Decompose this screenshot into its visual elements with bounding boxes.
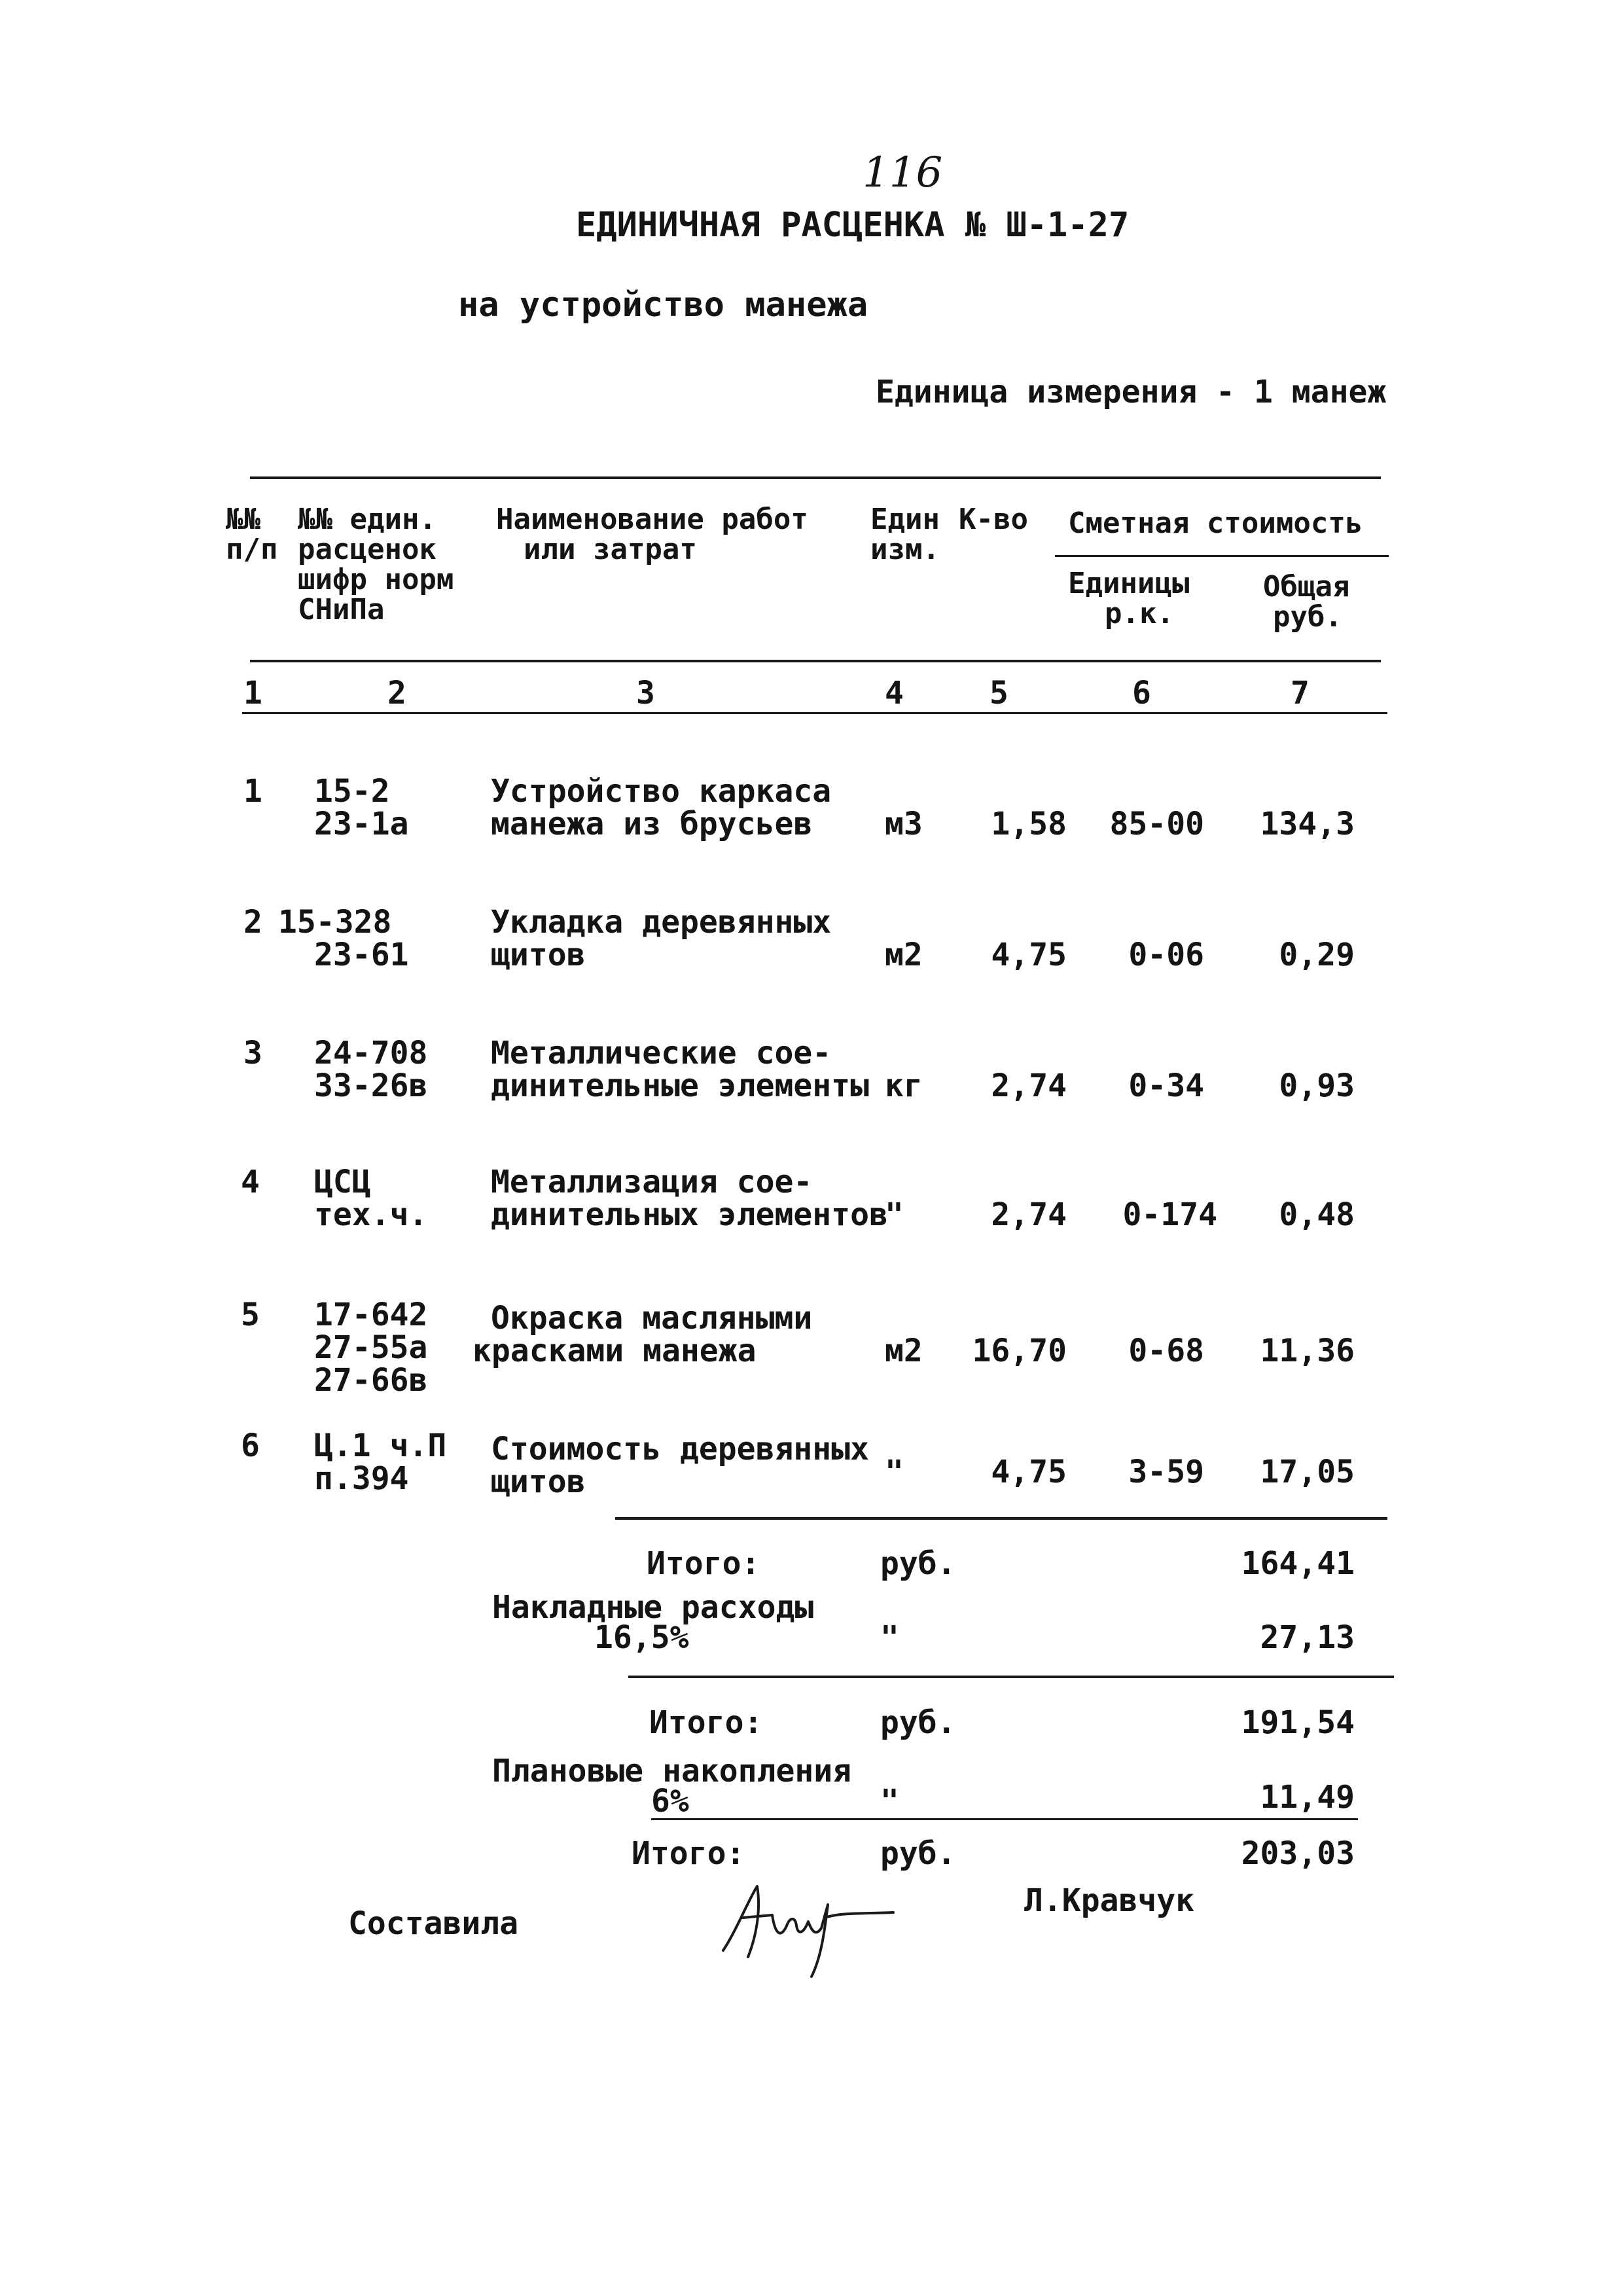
row-work-name: Окраска масляными bbox=[491, 1300, 813, 1336]
colnum-6: 6 bbox=[1132, 675, 1151, 711]
row-work-name: щитов bbox=[491, 937, 586, 973]
summary-unit: " bbox=[880, 1619, 899, 1656]
row-code: 33-26в bbox=[314, 1067, 428, 1104]
summary-value: 164,41 bbox=[1241, 1545, 1355, 1582]
table-top-rule bbox=[250, 476, 1381, 479]
row-unit: м3 bbox=[885, 806, 923, 842]
summary-unit: " bbox=[880, 1783, 899, 1820]
row-quantity: 4,75 bbox=[991, 937, 1067, 973]
row-code: 23-61 bbox=[314, 937, 409, 973]
column-numbers-rule bbox=[242, 712, 1387, 714]
row-quantity: 4,75 bbox=[991, 1454, 1067, 1490]
row-number: 4 bbox=[241, 1164, 260, 1200]
row-code: 15-2 bbox=[314, 773, 390, 810]
summary-unit: руб. bbox=[880, 1704, 956, 1741]
row-unit-price: 0-174 bbox=[1122, 1196, 1217, 1233]
header-cost-group: Сметная стоимость bbox=[1068, 507, 1363, 540]
header-col5: К-во bbox=[959, 503, 1028, 536]
row-total: 0,93 bbox=[1279, 1067, 1355, 1104]
row-unit: м2 bbox=[885, 937, 923, 973]
row-work-name: Устройство каркаса bbox=[491, 773, 832, 810]
summary-value: 203,03 bbox=[1241, 1835, 1355, 1872]
colnum-1: 1 bbox=[243, 675, 262, 711]
header-col6-line2: р.к. bbox=[1105, 597, 1174, 630]
row-work-name: Стоимость деревянных bbox=[491, 1431, 869, 1467]
summary-label: Итого: bbox=[632, 1835, 745, 1872]
row-number: 2 bbox=[243, 904, 262, 941]
colnum-2: 2 bbox=[387, 675, 406, 711]
document-subtitle: на устройство манежа bbox=[458, 285, 868, 325]
row-total: 0,29 bbox=[1279, 937, 1355, 973]
summary-label: Накладные расходы bbox=[492, 1589, 814, 1626]
summary-value: 11,49 bbox=[1260, 1779, 1355, 1816]
row-unit: м2 bbox=[885, 1333, 923, 1369]
row-quantity: 16,70 bbox=[972, 1333, 1067, 1369]
compiled-by-label: Составила bbox=[348, 1905, 519, 1942]
summary-value: 27,13 bbox=[1260, 1619, 1355, 1656]
header-col4-line1: Един bbox=[870, 503, 940, 536]
summary-label: Итого: bbox=[649, 1704, 763, 1741]
colnum-7: 7 bbox=[1291, 675, 1310, 711]
summary-label-rate: 6% bbox=[651, 1783, 689, 1820]
row-code: 24-708 bbox=[314, 1035, 428, 1071]
row-total: 134,3 bbox=[1260, 806, 1355, 842]
row-number: 6 bbox=[241, 1427, 260, 1464]
header-col7-line1: Общая bbox=[1263, 570, 1350, 603]
row-total: 17,05 bbox=[1260, 1454, 1355, 1490]
summary-label: Итого: bbox=[647, 1545, 760, 1582]
row-total: 11,36 bbox=[1260, 1333, 1355, 1369]
rows-bottom-rule bbox=[615, 1517, 1387, 1520]
cost-group-rule bbox=[1055, 555, 1389, 557]
handwritten-signature bbox=[710, 1872, 906, 1983]
summary-unit: руб. bbox=[880, 1545, 956, 1582]
row-work-name: динительные элементы bbox=[491, 1067, 869, 1104]
row-code: Ц.1 ч.П bbox=[314, 1427, 447, 1464]
compiler-name: Л.Кравчук bbox=[1024, 1882, 1195, 1919]
header-col2-line3: шифр норм bbox=[298, 563, 454, 596]
row-work-name: красками манежа bbox=[473, 1333, 757, 1369]
row-total: 0,48 bbox=[1279, 1196, 1355, 1233]
row-unit-price: 0-06 bbox=[1128, 937, 1204, 973]
row-quantity: 2,74 bbox=[991, 1196, 1067, 1233]
row-work-name: манежа из брусьев bbox=[491, 806, 813, 842]
page-number: 116 bbox=[863, 149, 943, 197]
header-col2-line2: расценок bbox=[298, 533, 437, 566]
row-unit-price: 0-68 bbox=[1128, 1333, 1204, 1369]
row-code: тех.ч. bbox=[314, 1196, 428, 1233]
summary-rule bbox=[628, 1676, 1394, 1678]
row-unit: " bbox=[885, 1196, 904, 1233]
colnum-4: 4 bbox=[885, 675, 904, 711]
row-code: 17-642 bbox=[314, 1297, 428, 1333]
document-title: ЕДИНИЧНАЯ РАСЦЕНКА № Ш-1-27 bbox=[576, 206, 1130, 245]
row-code: 27-66в bbox=[314, 1362, 428, 1399]
header-bottom-rule bbox=[250, 660, 1381, 662]
header-col6-line1: Единицы bbox=[1068, 567, 1190, 600]
row-unit: кг bbox=[885, 1067, 923, 1104]
row-number: 1 bbox=[243, 773, 262, 810]
row-work-name: Металлические сое- bbox=[491, 1035, 832, 1071]
row-unit-price: 85-00 bbox=[1109, 806, 1204, 842]
row-code: ЦСЦ bbox=[314, 1164, 371, 1200]
row-code: 23-1а bbox=[314, 806, 409, 842]
row-quantity: 2,74 bbox=[991, 1067, 1067, 1104]
summary-label: Плановые накопления bbox=[492, 1753, 852, 1789]
colnum-5: 5 bbox=[990, 675, 1008, 711]
summary-underline bbox=[651, 1818, 1358, 1820]
row-work-name: щитов bbox=[491, 1463, 586, 1500]
row-quantity: 1,58 bbox=[991, 806, 1067, 842]
row-code: 27-55а bbox=[314, 1329, 428, 1366]
header-col2-line1: №№ един. bbox=[298, 503, 437, 536]
summary-label-rate: 16,5% bbox=[594, 1619, 689, 1656]
header-col7-line2: руб. bbox=[1273, 600, 1342, 634]
row-code: п.394 bbox=[314, 1460, 409, 1497]
header-col1-line1: №№ bbox=[226, 503, 260, 536]
header-col1-line2: п/п bbox=[226, 533, 278, 566]
row-code: 15-328 bbox=[278, 904, 392, 941]
row-number: 5 bbox=[241, 1297, 260, 1333]
row-unit-price: 0-34 bbox=[1128, 1067, 1204, 1104]
header-col4-line2: изм. bbox=[870, 533, 940, 566]
summary-value: 191,54 bbox=[1241, 1704, 1355, 1741]
row-work-name: динительных элементов bbox=[491, 1196, 888, 1233]
row-work-name: Металлизация сое- bbox=[491, 1164, 813, 1200]
row-unit-price: 3-59 bbox=[1128, 1454, 1204, 1490]
row-work-name: Укладка деревянных bbox=[491, 904, 832, 941]
header-col2-line4: СНиПа bbox=[298, 593, 385, 626]
row-unit: " bbox=[885, 1454, 904, 1490]
summary-unit: руб. bbox=[880, 1835, 956, 1872]
row-number: 3 bbox=[243, 1035, 262, 1071]
measurement-unit-line: Единица измерения - 1 манеж bbox=[876, 374, 1387, 410]
colnum-3: 3 bbox=[636, 675, 655, 711]
header-col3-line2: или затрат bbox=[524, 533, 697, 566]
header-col3-line1: Наименование работ bbox=[496, 503, 808, 536]
